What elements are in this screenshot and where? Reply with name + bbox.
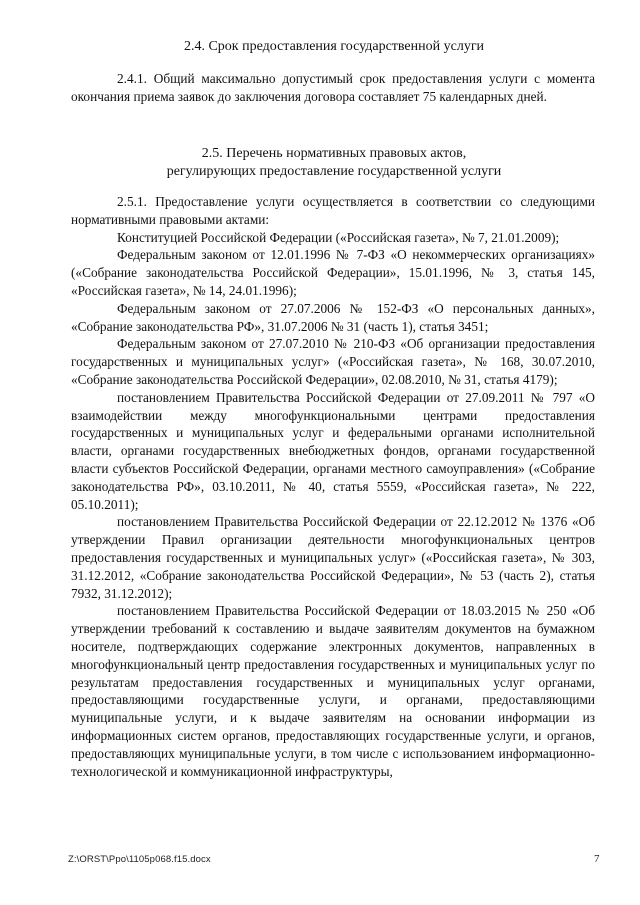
section-2-4-heading: 2.4. Срок предоставления государственной услуги: [183, 39, 485, 54]
act-item-decree-1376: постановлением Правительства Российской Федерации от 22.12.2012 № 1376 «Об утверждении Правил организации деятельности многофункциональных центров предоставления государственных и муниципальных услуг» («Российская газета», № 303, 31.12.2012, «Собрание законодательства Российской Федерации», № 53 (часть 2), статья 7932, 31.12.2012);: [71, 514, 595, 601]
act-item-210-fz: Федеральным законом от 27.07.2010 № 210-ФЗ «Об организации предоставления государственных и муниципальных услуг» («Российская газета», № 168, 30.07.2010, «Собрание законодательства Российской Федерации», 02.08.2010, № 31, статья 4179);: [71, 336, 595, 387]
act-item-7-fz: Федеральным законом от 12.01.1996 № 7-ФЗ «О некоммерческих организациях» («Собрание законодательства Российской Федерации», 15.01.1996, № 3, статья 145, «Российская газета», № 14, 24.01.1996);: [71, 247, 595, 298]
section-2-5-body: [71, 193, 595, 780]
section-2-5-heading-line1: 2.5. Перечень нормативных правовых актов,: [201, 146, 467, 161]
act-item-152-fz: Федеральным законом от 27.07.2006 № 152-ФЗ «О персональных данных», «Собрание законодательства РФ», 31.07.2006 № 31 (часть 1), статья 3451;: [71, 300, 595, 334]
page-number: 7: [594, 853, 600, 865]
section-2-5-heading-line2: регулирующих предоставление государственной услуги: [166, 164, 502, 179]
act-item-decree-250: постановлением Правительства Российской Федерации от 18.03.2015 № 250 «Об утверждении требований к составлению и выдаче заявителям документов на бумажном носителе, подтверждающих содержание электронных документов, направленных в многофункциональный центр предоставления государственных и муниципальных услуг по результатам предоставления государственных и муниципальных услуг органами, предоставляющими государственные услуги, и органами, предоставляющими муниципальные услуги, и к выдаче заявителям на основании информации из информационных систем органов, предоставляющих государственные услуги, и органов, предоставляющих муниципальные услуги, в том числе с использованием информационно-технологической и коммуникационной инфраструктуры,: [71, 603, 595, 779]
act-item-constitution: Конституцией Российской Федерации («Российская газета», № 7, 21.01.2009);: [117, 229, 560, 245]
paragraph-2-5-1-intro: 2.5.1. Предоставление услуги осуществляется в соответствии со следующими нормативными правовыми актами:: [71, 194, 595, 227]
paragraph-2-4-1: 2.4.1. Общий максимально допустимый срок предоставления услуги с момента окончания приема заявок до заключения договора составляет 75 календарных дней.: [71, 71, 595, 104]
footer-file-path: Z:\ORST\Ppo\1105p068.f15.docx: [68, 854, 211, 865]
section-2-5-heading: [60, 145, 608, 181]
section-2-4-body: [71, 70, 595, 106]
act-item-decree-797: постановлением Правительства Российской Федерации от 27.09.2011 № 797 «О взаимодействии между многофункциональными центрами предоставления государственных и муниципальных услуг и федеральными органами исполнительной власти, органами государственных внебюджетных фондов, органами государственной власти субъектов Российской Федерации, органами местного самоуправления» («Собрание законодательства РФ», 03.10.2011, № 40, статья 5559, «Российская газета», № 222, 05.10.2011);: [71, 389, 595, 512]
